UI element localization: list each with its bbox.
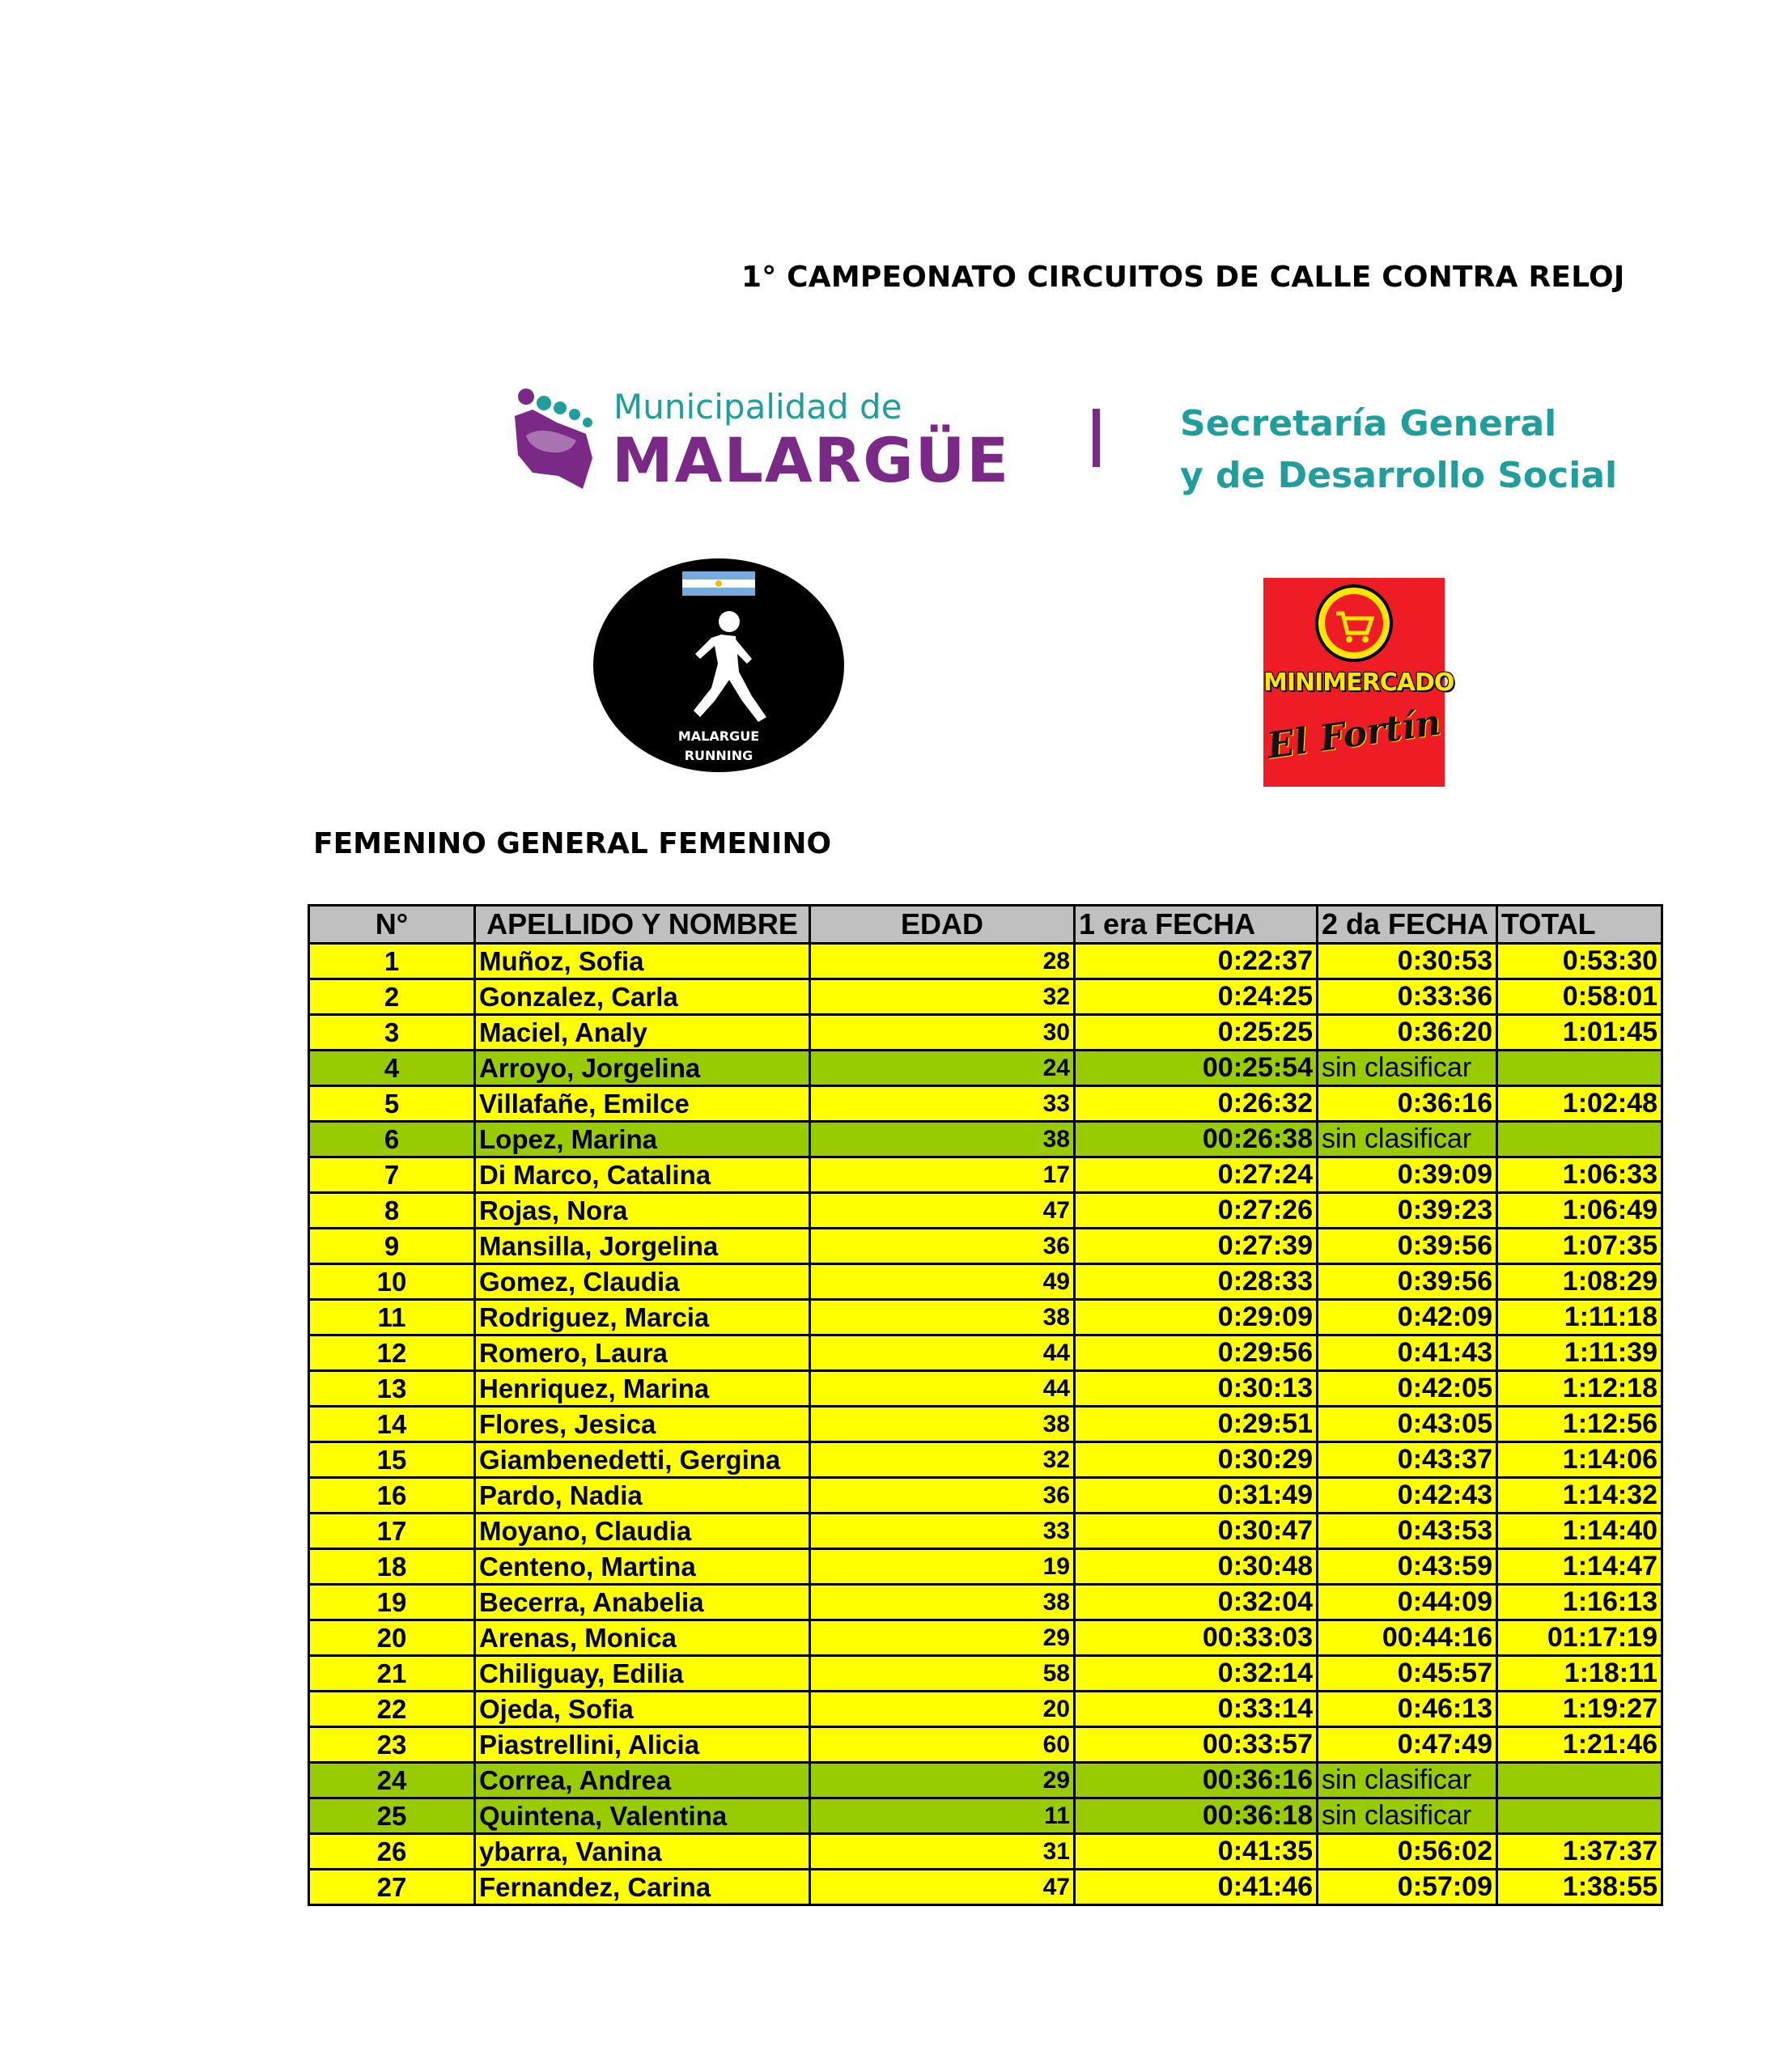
- cell-num: 20: [309, 1620, 475, 1656]
- cell-total: 1:11:18: [1497, 1300, 1662, 1335]
- cell-num: 23: [309, 1727, 475, 1763]
- table-row: [309, 1727, 1662, 1763]
- table-row: [309, 1300, 1662, 1335]
- cell-fecha1: 0:32:04: [1075, 1585, 1318, 1620]
- cell-num: 22: [309, 1692, 475, 1727]
- cell-fecha2: 0:43:53: [1318, 1514, 1497, 1549]
- table-row: [309, 1193, 1662, 1229]
- logo-divider: [1093, 409, 1100, 467]
- municipalidad-emblem-icon: [508, 385, 605, 490]
- cell-edad: 20: [810, 1692, 1075, 1727]
- cell-total: 1:14:32: [1497, 1478, 1662, 1514]
- cell-total: [1497, 1051, 1662, 1086]
- cell-fecha1: 00:26:38: [1075, 1122, 1318, 1157]
- cell-num: 4: [309, 1051, 475, 1086]
- cell-num: 14: [309, 1407, 475, 1442]
- cell-fecha2: 0:33:36: [1318, 979, 1497, 1015]
- table-row: [309, 1086, 1662, 1122]
- cell-fecha1: 0:26:32: [1075, 1086, 1318, 1122]
- cell-name: Flores, Jesica: [475, 1407, 810, 1442]
- cell-fecha1: 00:36:18: [1075, 1798, 1318, 1834]
- table-row: [309, 1371, 1662, 1407]
- cell-edad: 30: [810, 1015, 1075, 1051]
- running-line2: RUNNING: [684, 748, 753, 763]
- cell-name: Di Marco, Catalina: [475, 1157, 810, 1193]
- cell-fecha2: 0:44:09: [1318, 1585, 1497, 1620]
- cell-name: Mansilla, Jorgelina: [475, 1229, 810, 1264]
- cell-num: 7: [309, 1157, 475, 1193]
- cell-num: 17: [309, 1514, 475, 1549]
- cell-fecha2: 0:43:59: [1318, 1549, 1497, 1585]
- cell-num: 2: [309, 979, 475, 1015]
- table-row: [309, 1442, 1662, 1478]
- cell-name: Maciel, Analy: [475, 1015, 810, 1051]
- minimercado-logo: [1263, 578, 1454, 787]
- cell-fecha1: 0:29:51: [1075, 1407, 1318, 1442]
- cell-name: Chiliguay, Edilia: [475, 1656, 810, 1692]
- secretaria-logo: [1180, 398, 1617, 502]
- cell-fecha1: 0:41:46: [1075, 1870, 1318, 1905]
- cell-fecha2: sin clasificar: [1318, 1122, 1497, 1157]
- table-row: [309, 1051, 1662, 1086]
- cell-num: 3: [309, 1015, 475, 1051]
- minimercado-line1: MINIMERCADO: [1263, 669, 1454, 697]
- cell-edad: 36: [810, 1478, 1075, 1514]
- cell-fecha1: 0:32:14: [1075, 1656, 1318, 1692]
- cell-name: Fernandez, Carina: [475, 1870, 810, 1905]
- cell-fecha2: 0:41:43: [1318, 1335, 1497, 1371]
- cell-edad: 60: [810, 1727, 1075, 1763]
- cell-name: Muñoz, Sofia: [475, 944, 810, 979]
- header-num: N°: [309, 906, 475, 944]
- municipalidad-line2: MALARGÜE: [612, 424, 1011, 496]
- cell-fecha2: sin clasificar: [1318, 1051, 1497, 1086]
- cell-edad: 38: [810, 1122, 1075, 1157]
- cell-fecha1: 0:29:09: [1075, 1300, 1318, 1335]
- table-row: [309, 979, 1662, 1015]
- cell-num: 11: [309, 1300, 475, 1335]
- cell-fecha2: sin clasificar: [1318, 1763, 1497, 1798]
- cell-edad: 38: [810, 1585, 1075, 1620]
- cell-name: Romero, Laura: [475, 1335, 810, 1371]
- shopping-cart-icon: [1263, 578, 1445, 667]
- cell-total: 0:53:30: [1497, 944, 1662, 979]
- cell-name: Villafañe, Emilce: [475, 1086, 810, 1122]
- cell-total: 1:02:48: [1497, 1086, 1662, 1122]
- cell-fecha2: 0:30:53: [1318, 944, 1497, 979]
- cell-fecha2: 0:42:05: [1318, 1371, 1497, 1407]
- table-row: [309, 1335, 1662, 1371]
- cell-name: Correa, Andrea: [475, 1763, 810, 1798]
- cell-total: 1:37:37: [1497, 1834, 1662, 1870]
- cell-fecha1: 0:27:26: [1075, 1193, 1318, 1229]
- cell-fecha2: 0:42:43: [1318, 1478, 1497, 1514]
- table-row: [309, 1549, 1662, 1585]
- cell-num: 15: [309, 1442, 475, 1478]
- cell-total: 1:08:29: [1497, 1264, 1662, 1300]
- cell-name: Quintena, Valentina: [475, 1798, 810, 1834]
- cell-fecha1: 0:22:37: [1075, 944, 1318, 979]
- cell-fecha2: 0:39:23: [1318, 1193, 1497, 1229]
- cell-name: Piastrellini, Alicia: [475, 1727, 810, 1763]
- cell-fecha2: 0:42:09: [1318, 1300, 1497, 1335]
- cell-edad: 38: [810, 1407, 1075, 1442]
- cell-fecha1: 0:41:35: [1075, 1834, 1318, 1870]
- cell-total: 1:21:46: [1497, 1727, 1662, 1763]
- table-row: [309, 1798, 1662, 1834]
- cell-total: 1:14:40: [1497, 1514, 1662, 1549]
- minimercado-line2: El Fortín: [1264, 702, 1444, 767]
- cell-num: 9: [309, 1229, 475, 1264]
- cell-total: 1:18:11: [1497, 1656, 1662, 1692]
- table-row: [309, 1229, 1662, 1264]
- cell-num: 25: [309, 1798, 475, 1834]
- cell-num: 8: [309, 1193, 475, 1229]
- cell-edad: 47: [810, 1870, 1075, 1905]
- cell-edad: 28: [810, 944, 1075, 979]
- municipalidad-line1: Municipalidad de: [613, 387, 902, 427]
- cell-edad: 44: [810, 1371, 1075, 1407]
- document-title: 1° CAMPEONATO CIRCUITOS DE CALLE CONTRA RELOJ: [741, 261, 1625, 294]
- cell-total: 1:07:35: [1497, 1229, 1662, 1264]
- cell-num: 21: [309, 1656, 475, 1692]
- cell-fecha2: 0:57:09: [1318, 1870, 1497, 1905]
- cell-edad: 47: [810, 1193, 1075, 1229]
- cell-num: 27: [309, 1870, 475, 1905]
- municipalidad-logo: [508, 385, 1042, 503]
- cell-fecha2: 0:39:56: [1318, 1264, 1497, 1300]
- cell-name: Pardo, Nadia: [475, 1478, 810, 1514]
- cell-fecha2: 0:45:57: [1318, 1656, 1497, 1692]
- cell-fecha2: 0:46:13: [1318, 1692, 1497, 1727]
- cell-fecha2: 0:36:20: [1318, 1015, 1497, 1051]
- header-edad: EDAD: [810, 906, 1075, 944]
- cell-fecha2: 0:56:02: [1318, 1834, 1497, 1870]
- cell-total: 1:16:13: [1497, 1585, 1662, 1620]
- cell-fecha1: 00:33:57: [1075, 1727, 1318, 1763]
- running-line1: MALARGUE: [677, 728, 760, 744]
- cell-num: 26: [309, 1834, 475, 1870]
- cell-total: [1497, 1798, 1662, 1834]
- cell-name: Gonzalez, Carla: [475, 979, 810, 1015]
- cell-fecha2: 0:43:05: [1318, 1407, 1497, 1442]
- cell-edad: 24: [810, 1051, 1075, 1086]
- cell-fecha2: 0:39:09: [1318, 1157, 1497, 1193]
- cell-fecha2: 0:36:16: [1318, 1086, 1497, 1122]
- table-row: [309, 1015, 1662, 1051]
- cell-edad: 32: [810, 1442, 1075, 1478]
- cell-fecha1: 0:31:49: [1075, 1478, 1318, 1514]
- cell-fecha1: 0:30:47: [1075, 1514, 1318, 1549]
- cell-fecha1: 0:30:13: [1075, 1371, 1318, 1407]
- table-row: [309, 1407, 1662, 1442]
- table-row: [309, 1620, 1662, 1656]
- cell-fecha1: 0:28:33: [1075, 1264, 1318, 1300]
- section-title: FEMENINO GENERAL FEMENINO: [313, 827, 832, 860]
- cell-edad: 44: [810, 1335, 1075, 1371]
- cell-fecha1: 0:30:48: [1075, 1549, 1318, 1585]
- header-fecha2: 2 da FECHA: [1318, 906, 1497, 944]
- cell-total: 01:17:19: [1497, 1620, 1662, 1656]
- secretaria-line2: y de Desarrollo Social: [1180, 455, 1618, 496]
- cell-edad: 58: [810, 1656, 1075, 1692]
- cell-name: Lopez, Marina: [475, 1122, 810, 1157]
- cell-fecha1: 0:29:56: [1075, 1335, 1318, 1371]
- cell-name: Arenas, Monica: [475, 1620, 810, 1656]
- cell-edad: 36: [810, 1229, 1075, 1264]
- cell-total: [1497, 1763, 1662, 1798]
- cell-edad: 29: [810, 1620, 1075, 1656]
- cell-name: Rodriguez, Marcia: [475, 1300, 810, 1335]
- cell-total: 1:11:39: [1497, 1335, 1662, 1371]
- cell-edad: 38: [810, 1300, 1075, 1335]
- cell-name: Centeno, Martina: [475, 1549, 810, 1585]
- table-row: [309, 1478, 1662, 1514]
- cell-edad: 49: [810, 1264, 1075, 1300]
- cell-name: Moyano, Claudia: [475, 1514, 810, 1549]
- cell-name: Rojas, Nora: [475, 1193, 810, 1229]
- header-fecha1: 1 era FECHA: [1075, 906, 1318, 944]
- cell-total: 1:38:55: [1497, 1870, 1662, 1905]
- cell-total: 0:58:01: [1497, 979, 1662, 1015]
- cell-num: 6: [309, 1122, 475, 1157]
- table-row: [309, 1122, 1662, 1157]
- table-row: [309, 1585, 1662, 1620]
- cell-total: 1:12:56: [1497, 1407, 1662, 1442]
- cell-num: 1: [309, 944, 475, 979]
- cell-edad: 19: [810, 1549, 1075, 1585]
- cell-edad: 33: [810, 1086, 1075, 1122]
- cell-fecha1: 0:24:25: [1075, 979, 1318, 1015]
- cell-num: 13: [309, 1371, 475, 1407]
- cell-num: 18: [309, 1549, 475, 1585]
- cell-name: Henriquez, Marina: [475, 1371, 810, 1407]
- cell-fecha2: 0:43:37: [1318, 1442, 1497, 1478]
- cell-fecha2: 00:44:16: [1318, 1620, 1497, 1656]
- cell-num: 12: [309, 1335, 475, 1371]
- cell-name: Becerra, Anabelia: [475, 1585, 810, 1620]
- table-row: [309, 1264, 1662, 1300]
- cell-name: Giambenedetti, Gergina: [475, 1442, 810, 1478]
- cell-total: 1:06:33: [1497, 1157, 1662, 1193]
- cell-fecha1: 0:27:24: [1075, 1157, 1318, 1193]
- cell-num: 19: [309, 1585, 475, 1620]
- cell-total: 1:01:45: [1497, 1015, 1662, 1051]
- cell-edad: 17: [810, 1157, 1075, 1193]
- cell-fecha1: 0:27:39: [1075, 1229, 1318, 1264]
- cell-total: 1:14:06: [1497, 1442, 1662, 1478]
- header-name: APELLIDO Y NOMBRE: [475, 906, 810, 944]
- cell-name: ybarra, Vanina: [475, 1834, 810, 1870]
- table-row: [309, 1763, 1662, 1798]
- table-row: [309, 1834, 1662, 1870]
- table-row: [309, 1692, 1662, 1727]
- cell-total: 1:19:27: [1497, 1692, 1662, 1727]
- cell-edad: 32: [810, 979, 1075, 1015]
- cell-num: 10: [309, 1264, 475, 1300]
- cell-fecha1: 0:33:14: [1075, 1692, 1318, 1727]
- cell-num: 16: [309, 1478, 475, 1514]
- cell-total: 1:06:49: [1497, 1193, 1662, 1229]
- cell-total: 1:14:47: [1497, 1549, 1662, 1585]
- cell-total: [1497, 1122, 1662, 1157]
- results-table: [308, 904, 1663, 1906]
- cell-fecha1: 00:36:16: [1075, 1763, 1318, 1798]
- table-header-row: [309, 906, 1662, 944]
- cell-num: 24: [309, 1763, 475, 1798]
- cell-edad: 31: [810, 1834, 1075, 1870]
- cell-name: Arroyo, Jorgelina: [475, 1051, 810, 1086]
- cell-edad: 33: [810, 1514, 1075, 1549]
- table-row: [309, 1870, 1662, 1905]
- cell-fecha2: sin clasificar: [1318, 1798, 1497, 1834]
- header-total: TOTAL: [1497, 906, 1662, 944]
- cell-fecha1: 00:33:03: [1075, 1620, 1318, 1656]
- cell-total: 1:12:18: [1497, 1371, 1662, 1407]
- cell-edad: 29: [810, 1763, 1075, 1798]
- cell-num: 5: [309, 1086, 475, 1122]
- cell-name: Ojeda, Sofia: [475, 1692, 810, 1727]
- cell-name: Gomez, Claudia: [475, 1264, 810, 1300]
- cell-fecha1: 0:30:29: [1075, 1442, 1318, 1478]
- malargue-running-logo: [593, 558, 844, 773]
- table-row: [309, 1157, 1662, 1193]
- cell-fecha1: 00:25:54: [1075, 1051, 1318, 1086]
- table-row: [309, 944, 1662, 979]
- cell-fecha2: 0:39:56: [1318, 1229, 1497, 1264]
- secretaria-line1: Secretaría General: [1180, 403, 1557, 444]
- table-row: [309, 1656, 1662, 1692]
- cell-fecha1: 0:25:25: [1075, 1015, 1318, 1051]
- cell-edad: 11: [810, 1798, 1075, 1834]
- table-row: [309, 1514, 1662, 1549]
- cell-fecha2: 0:47:49: [1318, 1727, 1497, 1763]
